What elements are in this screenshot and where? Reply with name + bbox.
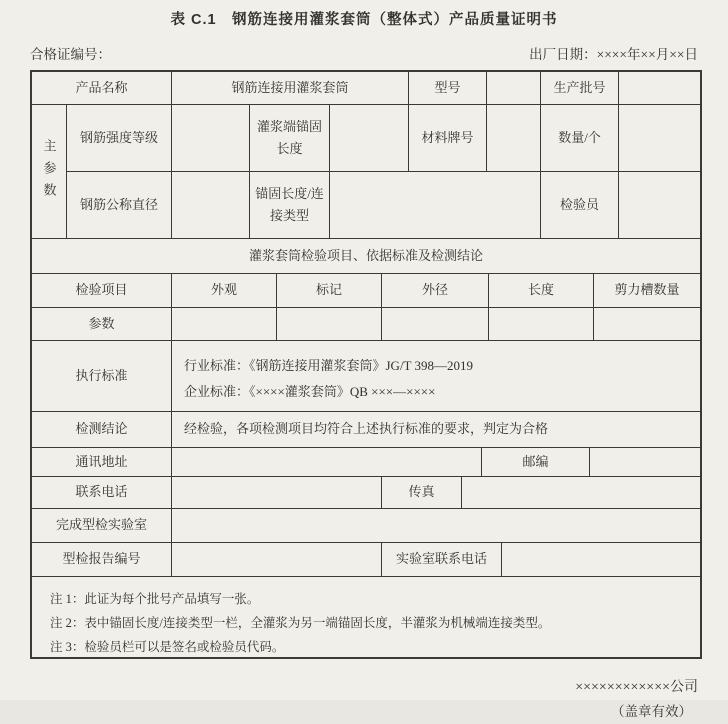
- postcode-label: 邮编: [482, 448, 590, 476]
- lab-phone-label: 实验室联系电话: [382, 543, 502, 576]
- note-1: 注 1：此证为每个批号产品填写一张。: [50, 592, 260, 606]
- row-report-no: [32, 543, 700, 577]
- param-marking-cell: [277, 308, 382, 340]
- product-name-label: 产品名称: [32, 72, 172, 104]
- row-lab: [32, 509, 700, 543]
- rebar-grade-label: 钢筋强度等级: [67, 105, 172, 171]
- rebar-dia-value-cell: [172, 172, 250, 238]
- anchor-type-value-cell: [330, 172, 541, 238]
- report-no-value-cell: [172, 543, 382, 576]
- row-parameters: [32, 308, 700, 341]
- address-label: 通讯地址: [32, 448, 172, 476]
- meta-row: [30, 43, 698, 63]
- grout-anchor-label: 灌浆端锚固长度: [250, 105, 330, 171]
- model-label: 型号: [409, 72, 487, 104]
- fax-value-cell: [462, 477, 700, 508]
- model-value-cell: [487, 72, 541, 104]
- row-rebar-grade: [67, 105, 700, 172]
- lab-phone-value-cell: [502, 543, 700, 576]
- lab-value-cell: [172, 509, 700, 542]
- main-param-subrows: [67, 105, 700, 238]
- note-3: 注 3：检验员栏可以是签名或检验员代码。: [50, 639, 285, 654]
- conclusion-label: 检测结论: [32, 412, 172, 447]
- main-param-label: 主参数: [41, 138, 57, 205]
- phone-label: 联系电话: [32, 477, 172, 508]
- inspection-item-label: 检验项目: [32, 274, 172, 307]
- quantity-value-cell: [619, 105, 700, 171]
- col-length: 长度: [489, 274, 594, 307]
- row-phone: [32, 477, 700, 509]
- row-notes: [32, 577, 700, 657]
- row-standards: [32, 341, 700, 412]
- phone-value-cell: [172, 477, 382, 508]
- material-label: 材料牌号: [409, 105, 487, 171]
- anchor-type-label: 锚固长度/连接类型: [250, 172, 330, 238]
- row-rebar-diameter: [67, 172, 700, 238]
- rebar-grade-value-cell: [172, 105, 250, 171]
- row-conclusion: [32, 412, 700, 448]
- col-shear-groove-count: 剪力槽数量: [614, 282, 680, 298]
- certificate-table: [30, 70, 702, 659]
- row-inspection-items: [32, 274, 700, 308]
- company-name: ××××××××××××公司: [575, 680, 698, 695]
- batch-no-label: 生产批号: [541, 72, 619, 104]
- param-length-cell: [489, 308, 594, 340]
- rebar-dia-label: 钢筋公称直径: [67, 172, 172, 238]
- seal-note: （盖章有效）: [611, 704, 692, 720]
- address-value-cell: [172, 448, 482, 476]
- enterprise-standard-line: 企业标准：《××××灌浆套筒》QB ×××—××××: [184, 384, 436, 400]
- note-2: 注 2：表中锚固长度/连接类型一栏，全灌浆为另一端锚固长度，半灌浆为机械端连接类型。: [50, 615, 551, 630]
- factory-date: 出厂日期：××××年××月××日: [529, 47, 698, 62]
- row-address: [32, 448, 700, 477]
- batch-no-value-cell: [619, 72, 700, 104]
- quantity-label: 数量/个: [541, 105, 619, 171]
- report-no-label: 型检报告编号: [32, 543, 172, 576]
- certificate-number-label: 合格证编号：: [30, 47, 111, 62]
- postcode-value-cell: [590, 448, 700, 476]
- section-header: 灌浆套筒检验项目、依据标准及检测结论: [248, 247, 483, 263]
- page-title: 表 C.1 钢筋连接用灌浆套筒（整体式）产品质量证明书: [170, 12, 558, 28]
- product-name-value: 钢筋连接用灌浆套筒: [172, 72, 409, 104]
- param-outer-diameter-cell: [382, 308, 489, 340]
- lab-label: 完成型检实验室: [32, 509, 172, 542]
- inspector-label: 检验员: [541, 172, 619, 238]
- col-outer-diameter: 外径: [382, 274, 489, 307]
- footer: [30, 675, 698, 724]
- material-value-cell: [487, 105, 541, 171]
- param-label: 参数: [32, 308, 172, 340]
- param-appearance-cell: [172, 308, 277, 340]
- row-section-header: [32, 239, 700, 274]
- row-product: [32, 72, 700, 105]
- col-marking: 标记: [277, 274, 382, 307]
- param-shear-groove-cell: [594, 308, 700, 340]
- industry-standard-line: 行业标准：《钢筋连接用灌浆套筒》JG/T 398—2019: [184, 358, 474, 373]
- fax-label: 传真: [382, 477, 462, 508]
- inspector-value-cell: [619, 172, 700, 238]
- main-param-label-cell: [32, 105, 67, 238]
- notes-block: [32, 577, 700, 657]
- conclusion-value: 经检验，各项检测项目均符合上述执行标准的要求，判定为合格: [184, 421, 549, 437]
- standard-value-cell: [172, 341, 700, 411]
- standard-label: 执行标准: [32, 341, 172, 411]
- row-main-parameters: [32, 105, 700, 239]
- grout-anchor-value-cell: [330, 105, 409, 171]
- col-appearance: 外观: [172, 274, 277, 307]
